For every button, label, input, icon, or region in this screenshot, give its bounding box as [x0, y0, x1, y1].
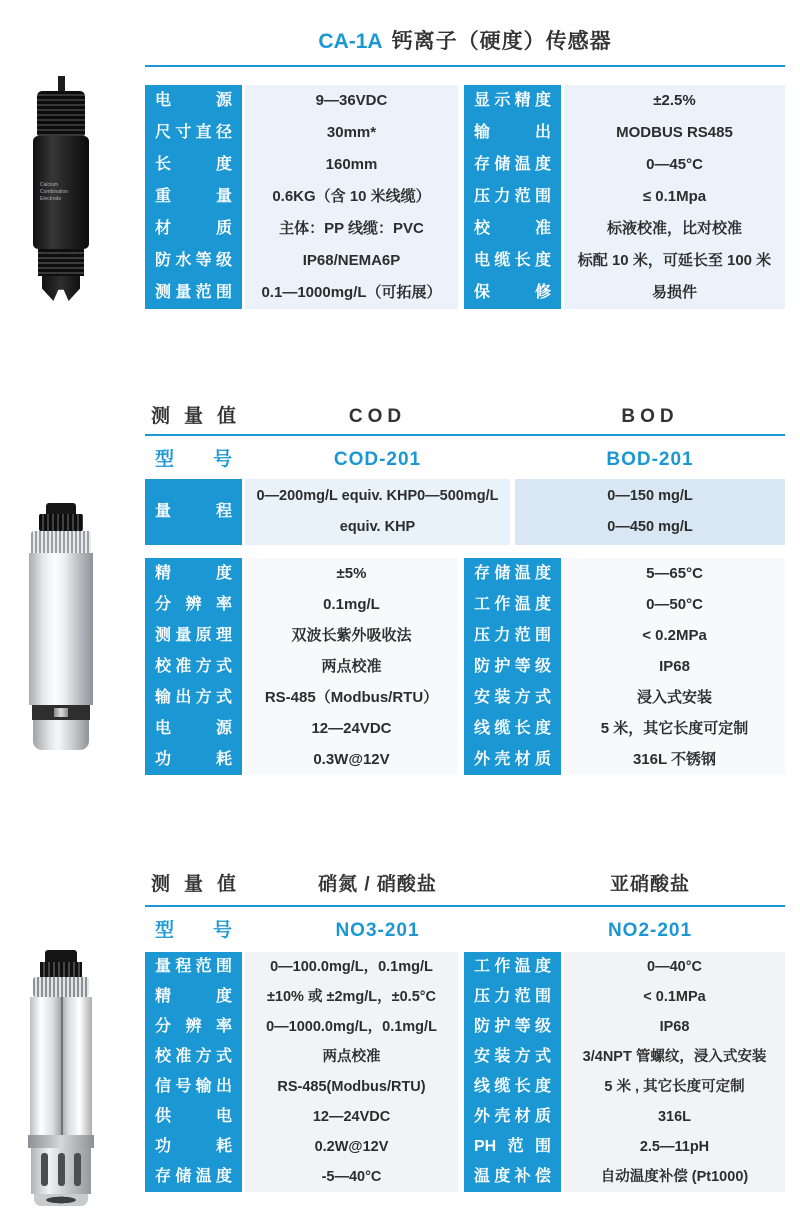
sensor-tip: [33, 720, 89, 750]
spec-label: 温度补偿: [464, 1162, 561, 1192]
spec-label: 电源: [145, 713, 242, 744]
spec-row: [145, 85, 458, 117]
section-divider-line: [145, 905, 785, 907]
spec-label: 线缆长度: [464, 713, 561, 744]
spec-table-no3-right: [464, 952, 785, 1192]
spec-label: 防护等级: [464, 1012, 561, 1042]
spec-value: 316L: [564, 1102, 785, 1132]
spec-row: [145, 1012, 458, 1042]
sensor-band: [28, 1135, 94, 1148]
sensor-photo-calcium-electrode: [22, 76, 100, 301]
spec-value: 0.6KG（含 10 米线缆）: [245, 181, 458, 213]
spec-row: [145, 1132, 458, 1162]
spec-row: [145, 744, 458, 775]
sensor-knurled-nut: [39, 514, 83, 531]
spec-value: 0—45°C: [564, 149, 785, 181]
spec-row: [464, 1132, 785, 1162]
spec-value: < 0.2MPa: [564, 620, 785, 651]
title-divider-line: [145, 65, 785, 67]
spec-label: PH范围: [464, 1132, 561, 1162]
sensor-measurement-window: [32, 705, 90, 720]
spec-value: 双波长紫外吸收法: [245, 620, 458, 651]
spec-value: 两点校准: [245, 651, 458, 682]
spec-table-cod-right: [464, 558, 785, 775]
spec-value: 主体：PP 线缆：PVC: [245, 213, 458, 245]
spec-label: 保修: [464, 277, 561, 309]
spec-label: 防护等级: [464, 651, 561, 682]
spec-row: [464, 682, 785, 713]
spec-label: 功耗: [145, 1132, 242, 1162]
spec-label: 材质: [145, 213, 242, 245]
spec-label: 量程范围: [145, 952, 242, 982]
spec-label: 输出方式: [145, 682, 242, 713]
spec-label: 压力范围: [464, 181, 561, 213]
spec-value: 12—24VDC: [245, 1102, 458, 1132]
spec-row: [145, 982, 458, 1012]
column-header-nitrate: 硝氮 / 硝酸盐: [318, 874, 437, 895]
spec-label: 校准方式: [145, 651, 242, 682]
spec-row: [464, 213, 785, 245]
spec-value: MODBUS RS485: [564, 117, 785, 149]
column-header-bod: BOD: [621, 406, 679, 427]
spec-row: [145, 1072, 458, 1102]
guard-slot: [74, 1153, 81, 1186]
spec-value: 5—65°C: [564, 558, 785, 589]
spec-value: 160mm: [245, 149, 458, 181]
spec-value: 2.5—11pH: [564, 1132, 785, 1162]
spec-row: [464, 1072, 785, 1102]
sensor-tip: [42, 276, 80, 301]
spec-value: 0—1000.0mg/L，0.1mg/L: [245, 1012, 458, 1042]
measuring-range-row: [145, 479, 785, 545]
spec-row: [464, 245, 785, 277]
spec-value: 0.1—1000mg/L（可拓展）: [245, 277, 458, 309]
spec-value: 0.3W@12V: [245, 744, 458, 775]
spec-value: 易损件: [564, 277, 785, 309]
spec-label: 尺寸直径: [145, 117, 242, 149]
sensor-thread-collar: [33, 977, 89, 997]
spec-label: 外壳材质: [464, 744, 561, 775]
spec-row: [464, 558, 785, 589]
spec-row: [464, 1042, 785, 1072]
spec-value: ±5%: [245, 558, 458, 589]
spec-row: [145, 277, 458, 309]
spec-label: 电源: [145, 85, 242, 117]
spec-row: [464, 85, 785, 117]
sensor-body: [30, 997, 92, 1135]
page-title: [145, 28, 785, 56]
spec-value: 316L 不锈钢: [564, 744, 785, 775]
guard-slot: [41, 1153, 48, 1186]
sensor-connector-cap: [46, 503, 76, 514]
spec-label: 供电: [145, 1102, 242, 1132]
spec-row: [464, 1012, 785, 1042]
spec-value: 9—36VDC: [245, 85, 458, 117]
spec-row: [145, 1162, 458, 1192]
spec-row: [464, 1102, 785, 1132]
spec-value: 30mm*: [245, 117, 458, 149]
model-number-bod201: BOD-201: [606, 449, 694, 470]
spec-label: 电缆长度: [464, 245, 561, 277]
spec-label: 信号输出: [145, 1072, 242, 1102]
sensor-cable: [58, 76, 65, 91]
spec-row: [145, 1042, 458, 1072]
spec-row: [145, 117, 458, 149]
spec-value: 0—50°C: [564, 589, 785, 620]
spec-row: [145, 213, 458, 245]
spec-label: 工作温度: [464, 952, 561, 982]
section-divider-line: [145, 434, 785, 436]
sensor-body: [33, 136, 89, 249]
spec-row: [145, 651, 458, 682]
spec-row: [464, 651, 785, 682]
spec-label: 分辨率: [145, 1012, 242, 1042]
spec-row: [464, 1162, 785, 1192]
spec-label: 校准方式: [145, 1042, 242, 1072]
spec-label: 显示精度: [464, 85, 561, 117]
spec-row: [464, 744, 785, 775]
spec-value: 0.1mg/L: [245, 589, 458, 620]
column-header-cod: COD: [348, 406, 407, 427]
range-label: 量程: [145, 479, 242, 545]
spec-value: 标配 10 米，可延长至 100 米: [564, 245, 785, 277]
spec-value: 两点校准: [245, 1042, 458, 1072]
sensor-knurled-nut: [40, 962, 82, 977]
spec-label: 测量范围: [145, 277, 242, 309]
spec-label: 压力范围: [464, 982, 561, 1012]
spec-value: ±10% 或 ±2mg/L，±0.5°C: [245, 982, 458, 1012]
spec-row: [464, 589, 785, 620]
sensor-bottom-ring: [34, 1194, 88, 1206]
spec-row: [145, 620, 458, 651]
spec-value: 标液校准，比对校准: [564, 213, 785, 245]
spec-table-cod-left: [145, 558, 458, 775]
spec-row: [145, 952, 458, 982]
model-number-row: [145, 915, 785, 947]
spec-value: IP68/NEMA6P: [245, 245, 458, 277]
spec-label: 安装方式: [464, 1042, 561, 1072]
model-label: 型号: [155, 920, 232, 941]
range-bod-line1: 0—150 mg/L: [607, 488, 693, 504]
spec-value: IP68: [564, 1012, 785, 1042]
sensor-body-label: [40, 182, 82, 203]
spec-row: [145, 713, 458, 744]
spec-label: 测量原理: [145, 620, 242, 651]
guard-slot: [58, 1153, 65, 1186]
spec-row: [464, 982, 785, 1012]
page-title-text: 钙离子（硬度）传感器: [391, 30, 612, 53]
spec-row: [464, 620, 785, 651]
spec-row: [464, 117, 785, 149]
sensor-photo-cod-probe: [16, 503, 106, 750]
spec-value: 5 米，其它长度可定制: [564, 713, 785, 744]
spec-label: 工作温度: [464, 589, 561, 620]
spec-table-ca1a-left: [145, 85, 458, 309]
spec-label: 线缆长度: [464, 1072, 561, 1102]
spec-value: 5 米 , 其它长度可定制: [564, 1072, 785, 1102]
sensor-connector-cap: [45, 950, 77, 962]
spec-label: 精度: [145, 982, 242, 1012]
spec-value: 0.2W@12V: [245, 1132, 458, 1162]
measured-value-label: 测量值: [151, 874, 236, 895]
spec-label: 存储温度: [464, 149, 561, 181]
spec-value: RS-485（Modbus/RTU）: [245, 682, 458, 713]
spec-value: ≤ 0.1Mpa: [564, 181, 785, 213]
spec-label: 存储温度: [464, 558, 561, 589]
sensor-photo-nitrate-probe: [14, 950, 108, 1206]
spec-row: [464, 713, 785, 744]
model-code-ca1a: CA-1A: [318, 30, 383, 53]
spec-value: < 0.1MPa: [564, 982, 785, 1012]
model-number-no2201: NO2-201: [607, 920, 693, 941]
spec-row: [145, 149, 458, 181]
spec-table-no3-left: [145, 952, 458, 1192]
sensor-thread-cap: [37, 91, 85, 136]
range-bod-line2: 0—450 mg/L: [607, 519, 693, 535]
spec-value: 浸入式安装: [564, 682, 785, 713]
spec-label: 分辨率: [145, 589, 242, 620]
spec-label: 防水等级: [145, 245, 242, 277]
spec-label: 重量: [145, 181, 242, 213]
spec-value: RS-485(Modbus/RTU): [245, 1072, 458, 1102]
spec-row: [145, 181, 458, 213]
spec-row: [145, 245, 458, 277]
spec-value: 3/4NPT 管螺纹，浸入式安装: [564, 1042, 785, 1072]
spec-row: [464, 149, 785, 181]
spec-label: 精度: [145, 558, 242, 589]
sensor-body: [29, 553, 93, 705]
spec-label: 长度: [145, 149, 242, 181]
spec-value: 12—24VDC: [245, 713, 458, 744]
measured-value-header-no3-no2: [145, 870, 785, 900]
spec-label: 压力范围: [464, 620, 561, 651]
range-cod-line2: equiv. KHP: [339, 519, 416, 535]
spec-value: ±2.5%: [564, 85, 785, 117]
model-label: 型号: [155, 449, 232, 470]
spec-label: 存储温度: [145, 1162, 242, 1192]
spec-value: IP68: [564, 651, 785, 682]
spec-row: [145, 558, 458, 589]
column-header-nitrite: 亚硝酸盐: [609, 874, 690, 895]
measured-value-label: 测量值: [151, 406, 236, 427]
spec-label: 输出: [464, 117, 561, 149]
spec-label: 校准: [464, 213, 561, 245]
range-cod-line1: 0—200mg/L equiv. KHP0—500mg/L: [256, 488, 499, 504]
spec-row: [145, 682, 458, 713]
spec-value: 0—40°C: [564, 952, 785, 982]
spec-row: [464, 952, 785, 982]
spec-row: [464, 277, 785, 309]
spec-value: -5—40°C: [245, 1162, 458, 1192]
sensor-body-label-line2: Combination Electrode: [40, 189, 69, 202]
spec-row: [145, 1102, 458, 1132]
range-value-bod: [515, 479, 785, 545]
spec-value: 0—100.0mg/L，0.1mg/L: [245, 952, 458, 982]
sensor-body-label-line1: Calcium: [40, 182, 59, 188]
spec-table-ca1a-right: [464, 85, 785, 309]
spec-label: 外壳材质: [464, 1102, 561, 1132]
spec-row: [464, 181, 785, 213]
sensor-lower-thread: [38, 249, 84, 276]
model-number-row: [145, 444, 785, 476]
sensor-thread-collar: [31, 531, 91, 553]
spec-row: [145, 589, 458, 620]
model-number-no3201: NO3-201: [335, 920, 420, 941]
model-number-cod201: COD-201: [333, 449, 422, 470]
spec-label: 功耗: [145, 744, 242, 775]
measured-value-header-cod-bod: [145, 402, 785, 432]
range-value-cod: [245, 479, 510, 545]
sensor-slotted-guard: [31, 1148, 91, 1194]
spec-value: 自动温度补偿 (Pt1000): [564, 1162, 785, 1192]
spec-label: 安装方式: [464, 682, 561, 713]
